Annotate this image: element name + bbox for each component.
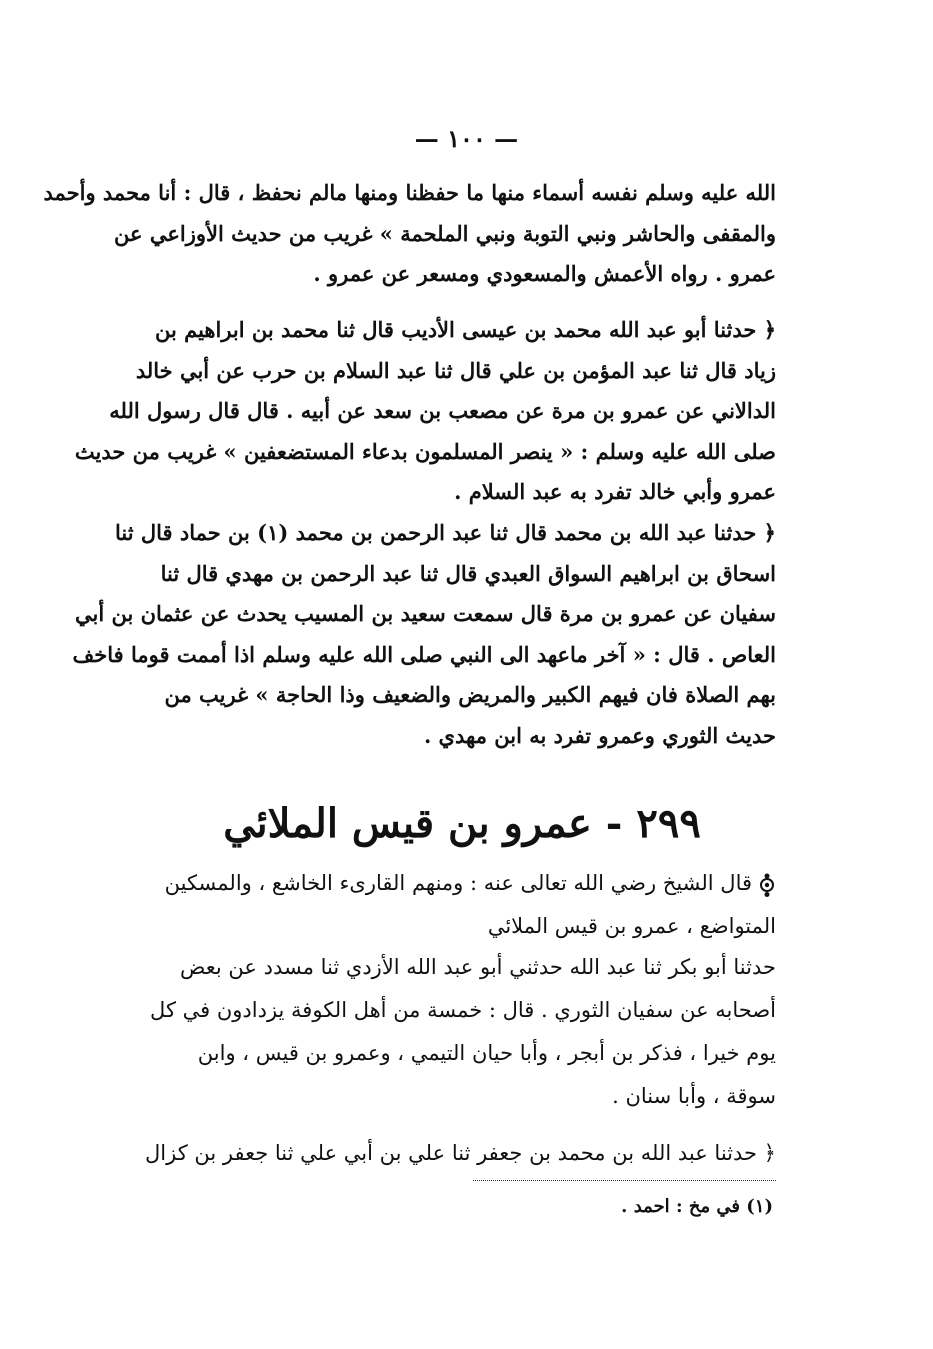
page-number: — ١٠٠ — [414,124,519,153]
paragraph-intro [148,862,776,948]
footnote: (١) في مخ : احمد . [621,1196,773,1217]
text-line: ﴿ حدثنا عبد الله بن محمد قال ثنا عبد الرحمن بن محمد (١) بن حماد قال ثنا [114,520,776,545]
text-line: زياد قال ثنا عبد المؤمن بن علي قال ثنا عبد السلام بن حرب عن أبي خالد [135,357,776,383]
text-line: العاص . قال : « آخر ماعهد الى النبي صلى الله عليه وسلم اذا أممت قوما فاخف [72,641,776,667]
paragraph-hadith-2 [72,513,776,756]
text-line: عمرو وأبي خالد تفرد به عبد السلام . [454,479,776,504]
paragraph-hadith-1 [74,310,776,513]
text-line: حديث الثوري وعمرو تفرد به ابن مهدي . [423,722,776,748]
ornament-icon [758,872,776,898]
text-line: الله عليه وسلم نفسه أسماء منها ما حفظنا ومنها مالم نحفظ ، قال : أنا محمد وأحمد [43,180,776,205]
paragraph-continuation [43,173,776,295]
text-line: ﴿ حدثنا أبو عبد الله محمد بن عيسى الأديب قال ثنا محمد بن ابراهيم بن [154,317,776,342]
text-line [148,862,776,905]
paragraph-narration [148,946,776,1118]
text-line: يوم خيرا ، فذكر بن أبجر ، وأبا حيان التيمي ، وعمرو بن قيس ، وابن [197,1041,776,1065]
paragraph-hadith-3 [145,1132,776,1175]
text-line: بهم الصلاة فان فيهم الكبير والمريض والضعيف وذا الحاجة » غريب من [164,682,776,707]
text-line: الدالاني عن عمرو بن مرة عن مصعب بن سعد عن أبيه . قال قال رسول الله [109,398,776,423]
intro-text: قال الشيخ رضي الله تعالى عنه : ومنهم القارىء الخاشع ، والمسكين [164,871,752,895]
text-line: صلى الله عليه وسلم : « ينصر المسلمون بدعاء المستضعفين » غريب من حديث [74,438,776,464]
text-line: والمقفى والحاشر ونبي التوبة ونبي الملحمة » غريب من حديث الأوزاعي عن [114,220,776,246]
text-line: سفيان عن عمرو بن مرة قال سمعت سعيد بن المسيب يحدث عن عثمان بن أبي [74,601,776,626]
footnote-divider [473,1180,776,1181]
text-line: اسحاق بن ابراهيم السواق العبدي قال ثنا عبد الرحمن بن مهدي قال ثنا [160,560,776,586]
text-line: سوقة ، وأبا سنان . [612,1084,776,1108]
text-line: عمرو . رواه الأعمش والمسعودي ومسعر عن عمرو . [313,261,776,286]
text-line: أصحابه عن سفيان الثوري . قال : خمسة من أهل الكوفة يزدادون في كل [150,998,776,1022]
text-line: ﴿ حدثنا عبد الله بن محمد بن جعفر ثنا علي بن أبي علي ثنا جعفر بن كزال [145,1141,776,1165]
text-line: المتواضع ، عمرو بن قيس الملائي [487,914,776,938]
section-heading: ٢٩٩ - عمرو بن قيس الملائي [223,800,701,847]
text-line: حدثنا أبو بكر ثنا عبد الله حدثني أبو عبد الله الأزدي ثنا مسدد عن بعض [180,955,776,979]
